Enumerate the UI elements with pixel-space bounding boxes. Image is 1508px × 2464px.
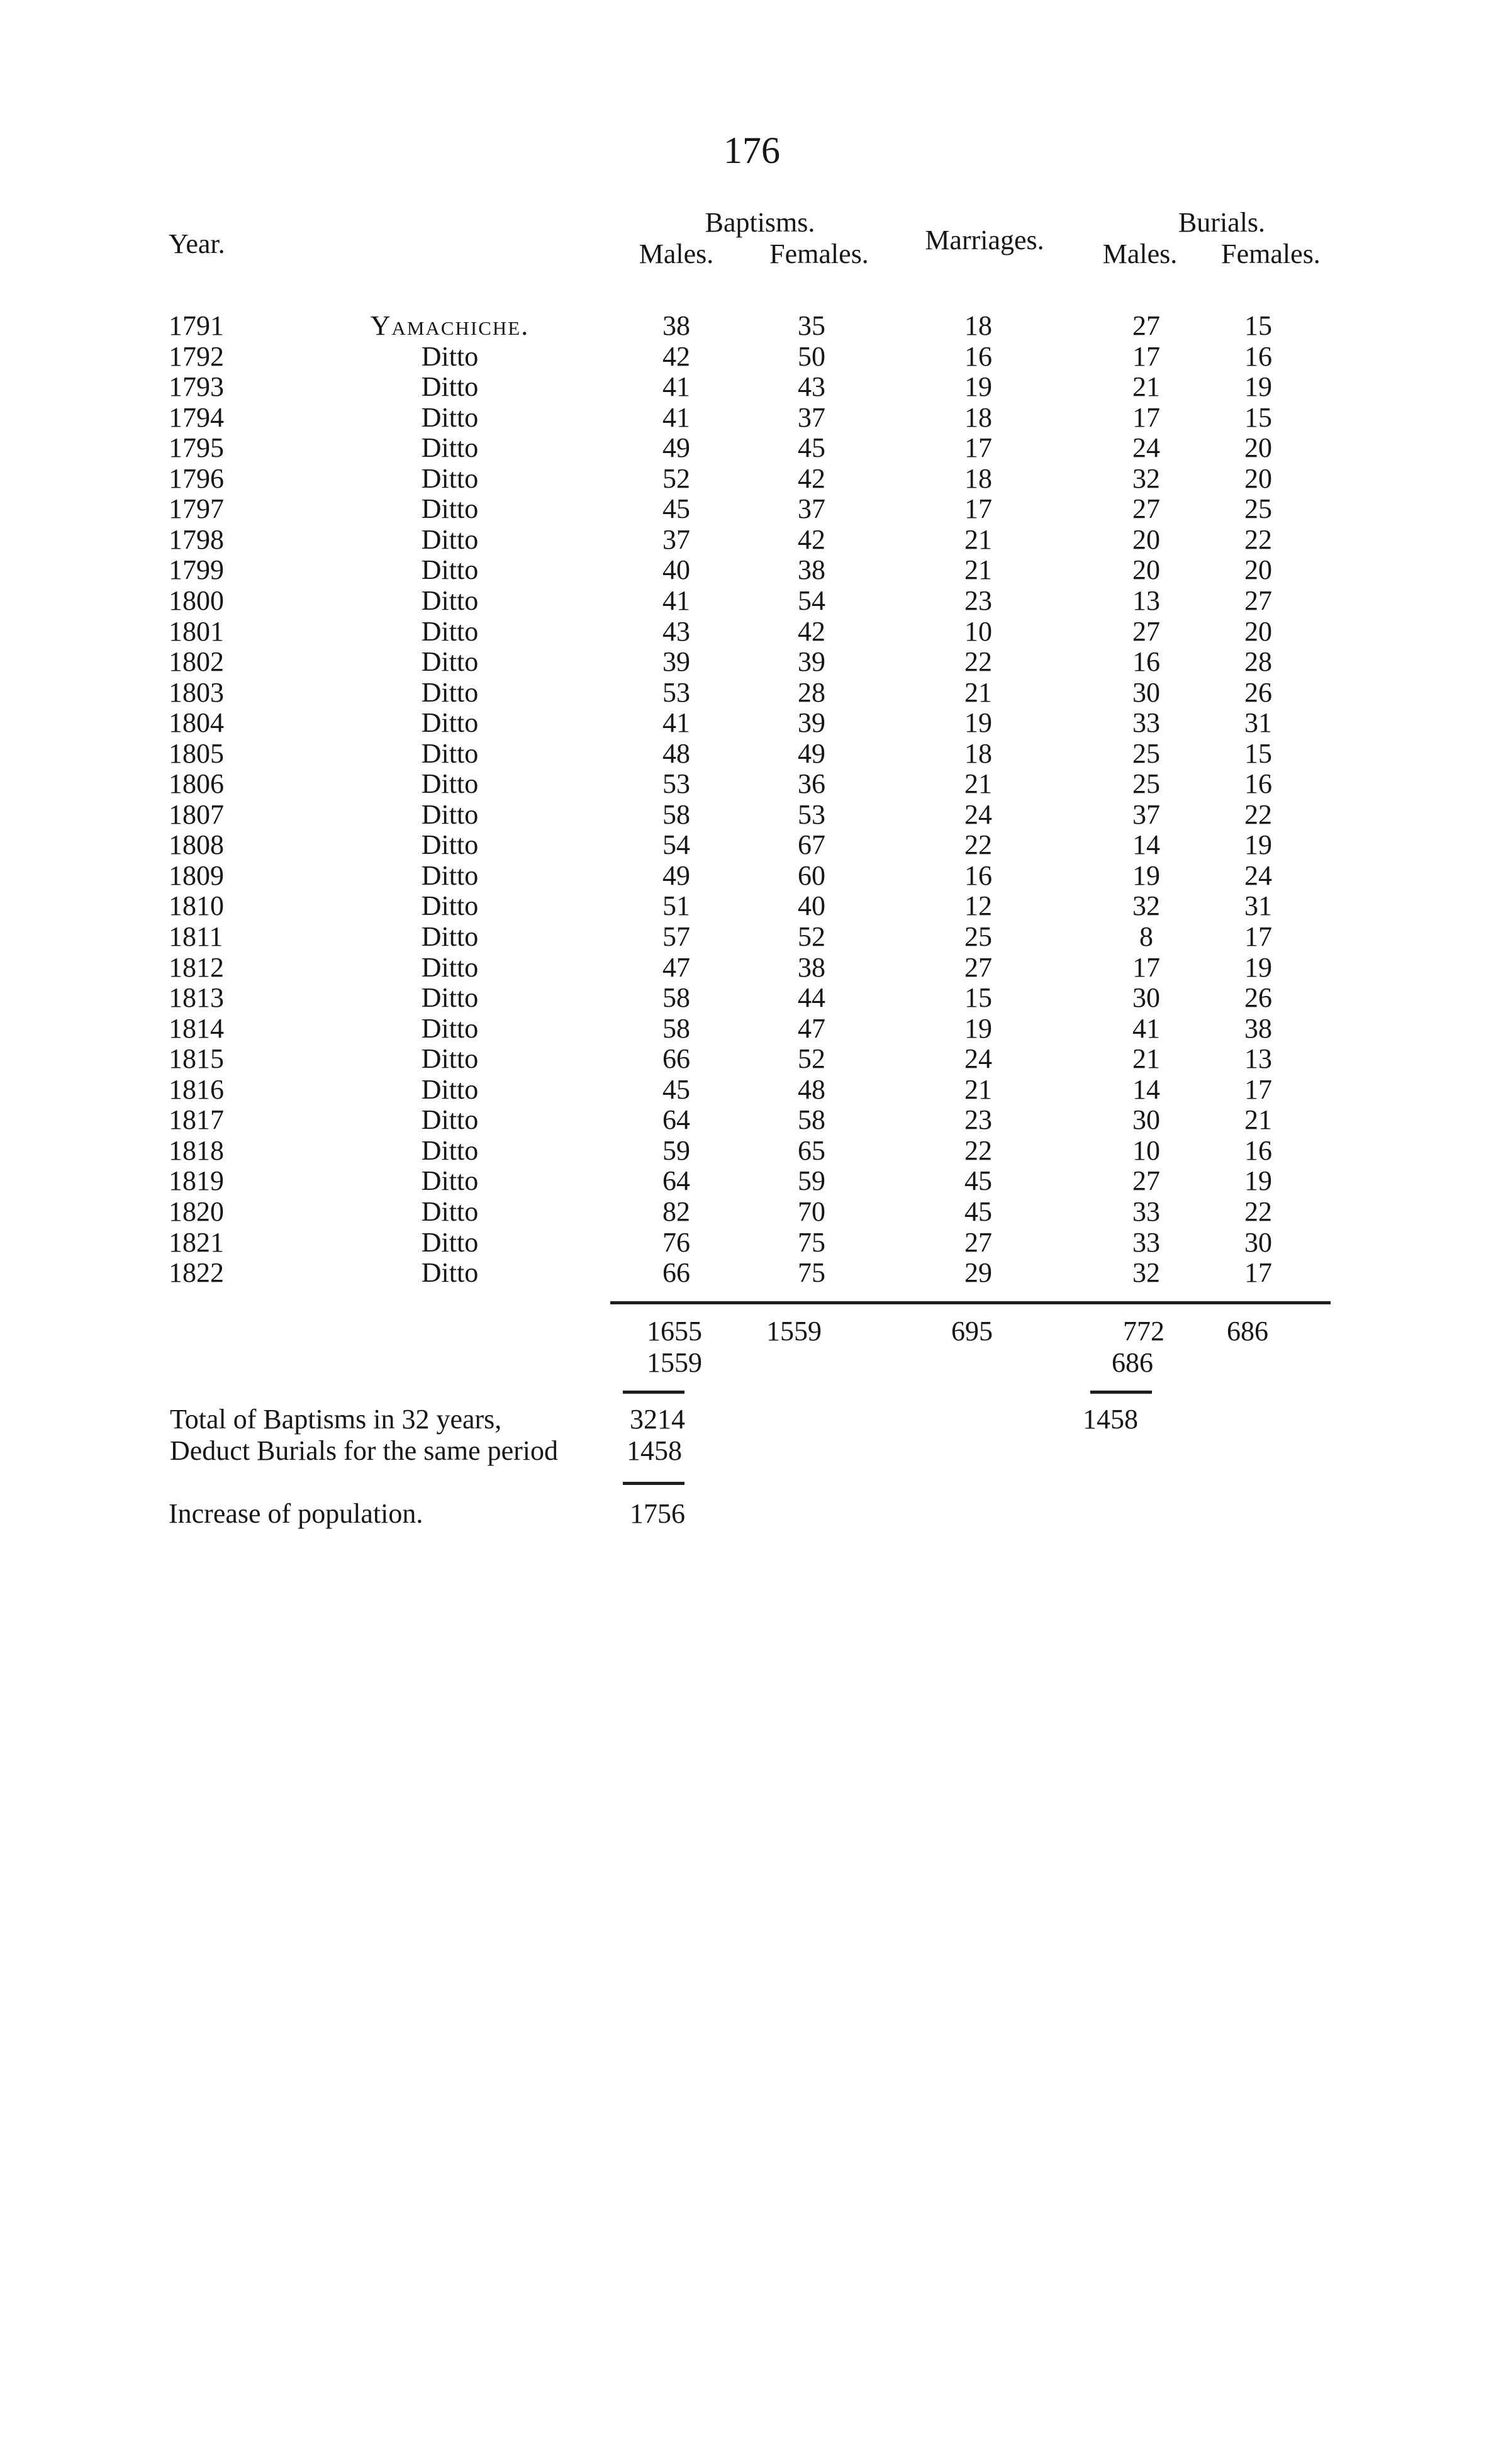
cell-mar: 24	[964, 1043, 992, 1074]
cell-uf: 17	[1244, 1257, 1272, 1288]
cell-bm: 45	[662, 493, 690, 524]
burials-sum-rule	[1090, 1391, 1152, 1394]
cell-place: Ditto	[421, 616, 479, 647]
cell-uf: 16	[1244, 1135, 1272, 1166]
increase-rule	[623, 1482, 684, 1485]
cell-uf: 19	[1244, 829, 1272, 860]
cell-place: Ditto	[421, 799, 479, 830]
header-year: Year.	[169, 228, 225, 259]
cell-bm: 58	[662, 799, 690, 830]
cell-um: 17	[1132, 341, 1160, 372]
cell-um: 10	[1132, 1135, 1160, 1166]
cell-bm: 43	[662, 616, 690, 647]
cell-um: 25	[1132, 738, 1160, 769]
cell-bm: 66	[662, 1043, 690, 1074]
cell-mar: 21	[964, 524, 992, 555]
cell-year: 1819	[169, 1165, 224, 1196]
cell-um: 8	[1139, 921, 1153, 952]
cell-year: 1822	[169, 1257, 224, 1288]
cell-mar: 45	[964, 1165, 992, 1196]
cell-place: Ditto	[421, 524, 479, 555]
table-row	[0, 982, 1508, 1014]
cell-bm: 76	[662, 1227, 690, 1258]
cell-bm: 64	[662, 1104, 690, 1135]
table-row	[0, 1104, 1508, 1136]
increase-label: Increase of population.	[169, 1498, 423, 1529]
table-row	[0, 1135, 1508, 1167]
table-row	[0, 1196, 1508, 1228]
cell-bm: 59	[662, 1135, 690, 1166]
table-row	[0, 310, 1508, 342]
cell-bf: 38	[798, 952, 825, 983]
cell-mar: 16	[964, 341, 992, 372]
cell-place: Ditto	[421, 1104, 479, 1135]
cell-year: 1817	[169, 1104, 224, 1135]
cell-uf: 17	[1244, 921, 1272, 952]
cell-place: Ditto	[421, 677, 479, 708]
cell-bf: 53	[798, 799, 825, 830]
cell-uf: 22	[1244, 799, 1272, 830]
cell-um: 17	[1132, 952, 1160, 983]
cell-bf: 40	[798, 890, 825, 921]
cell-bf: 50	[798, 341, 825, 372]
cell-bf: 75	[798, 1257, 825, 1288]
cell-uf: 15	[1244, 310, 1272, 341]
cell-bf: 42	[798, 524, 825, 555]
cell-year: 1802	[169, 646, 224, 677]
cell-um: 20	[1132, 524, 1160, 555]
cell-um: 16	[1132, 646, 1160, 677]
cell-mar: 24	[964, 799, 992, 830]
cell-mar: 21	[964, 554, 992, 585]
cell-place: Ditto	[421, 952, 479, 983]
cell-mar: 25	[964, 921, 992, 952]
cell-year: 1792	[169, 341, 224, 372]
cell-mar: 27	[964, 952, 992, 983]
cell-bm: 49	[662, 860, 690, 891]
page-number: 176	[723, 130, 780, 171]
table-row	[0, 890, 1508, 922]
table-row	[0, 493, 1508, 525]
cell-bf: 45	[798, 432, 825, 463]
cell-bm: 47	[662, 952, 690, 983]
cell-mar: 18	[964, 738, 992, 769]
cell-bm: 41	[662, 402, 690, 433]
cell-bm: 40	[662, 554, 690, 585]
cell-year: 1801	[169, 616, 224, 647]
table-row	[0, 463, 1508, 495]
table-row	[0, 585, 1508, 617]
cell-bf: 42	[798, 463, 825, 494]
cell-place: Ditto	[421, 371, 479, 402]
total-burials-males: 772	[1123, 1316, 1165, 1347]
cell-bm: 39	[662, 646, 690, 677]
cell-bm: 42	[662, 341, 690, 372]
cell-year: 1809	[169, 860, 224, 891]
cell-bf: 48	[798, 1074, 825, 1105]
cell-bm: 52	[662, 463, 690, 494]
cell-bm: 41	[662, 707, 690, 738]
cell-bf: 67	[798, 829, 825, 860]
table-row	[0, 616, 1508, 647]
cell-bf: 52	[798, 921, 825, 952]
cell-uf: 19	[1244, 371, 1272, 402]
cell-place: Ditto	[421, 860, 479, 891]
total-baptisms-label: Total of Baptisms in 32 years,	[170, 1404, 502, 1435]
cell-year: 1798	[169, 524, 224, 555]
cell-uf: 15	[1244, 738, 1272, 769]
cell-mar: 21	[964, 677, 992, 708]
cell-year: 1803	[169, 677, 224, 708]
total-baptisms-value: 3214	[630, 1404, 685, 1435]
cell-uf: 28	[1244, 646, 1272, 677]
cell-mar: 23	[964, 1104, 992, 1135]
table-row	[0, 1013, 1508, 1044]
cell-mar: 45	[964, 1196, 992, 1227]
cell-place: Ditto	[421, 554, 479, 585]
deduct-burials-value: 1458	[627, 1435, 682, 1466]
cell-uf: 13	[1244, 1043, 1272, 1074]
cell-place: Ditto	[421, 829, 479, 860]
header-marriages: Marriages.	[925, 225, 1044, 255]
cell-mar: 17	[964, 432, 992, 463]
cell-bf: 37	[798, 493, 825, 524]
cell-bf: 75	[798, 1227, 825, 1258]
cell-mar: 18	[964, 463, 992, 494]
deduct-burials-label: Deduct Burials for the same period	[170, 1435, 559, 1466]
table-row	[0, 860, 1508, 892]
table-row	[0, 646, 1508, 678]
cell-year: 1805	[169, 738, 224, 769]
cell-year: 1799	[169, 554, 224, 585]
cell-bf: 28	[798, 677, 825, 708]
cell-uf: 16	[1244, 341, 1272, 372]
cell-place: Ditto	[421, 1043, 479, 1074]
cell-uf: 24	[1244, 860, 1272, 891]
carried-burials-females: 686	[1112, 1347, 1153, 1378]
cell-place: Ditto	[421, 432, 479, 463]
cell-uf: 15	[1244, 402, 1272, 433]
cell-uf: 30	[1244, 1227, 1272, 1258]
cell-uf: 25	[1244, 493, 1272, 524]
cell-uf: 22	[1244, 1196, 1272, 1227]
cell-place: Ditto	[421, 982, 479, 1013]
cell-um: 25	[1132, 768, 1160, 799]
cell-uf: 20	[1244, 616, 1272, 647]
cell-place: Ditto	[421, 738, 479, 769]
cell-mar: 17	[964, 493, 992, 524]
cell-bm: 51	[662, 890, 690, 921]
cell-um: 21	[1132, 1043, 1160, 1074]
totals-rule	[610, 1301, 1331, 1304]
cell-place: Ditto	[421, 402, 479, 433]
cell-um: 33	[1132, 1196, 1160, 1227]
cell-bm: 82	[662, 1196, 690, 1227]
cell-year: 1811	[169, 921, 223, 952]
cell-bm: 45	[662, 1074, 690, 1105]
table-row	[0, 952, 1508, 983]
cell-mar: 15	[964, 982, 992, 1013]
cell-bf: 37	[798, 402, 825, 433]
cell-um: 30	[1132, 982, 1160, 1013]
cell-bf: 52	[798, 1043, 825, 1074]
table-row	[0, 1074, 1508, 1106]
cell-year: 1791	[169, 310, 224, 341]
cell-year: 1821	[169, 1227, 224, 1258]
table-row	[0, 1257, 1508, 1289]
cell-place: Ditto	[421, 646, 479, 677]
cell-uf: 22	[1244, 524, 1272, 555]
cell-um: 41	[1132, 1013, 1160, 1044]
cell-place: Ditto	[421, 707, 479, 738]
cell-uf: 26	[1244, 677, 1272, 708]
cell-year: 1812	[169, 952, 224, 983]
total-baptisms-females: 1559	[766, 1316, 822, 1347]
cell-bm: 49	[662, 432, 690, 463]
cell-bm: 54	[662, 829, 690, 860]
cell-um: 14	[1132, 829, 1160, 860]
cell-bf: 39	[798, 646, 825, 677]
cell-um: 37	[1132, 799, 1160, 830]
cell-place: Ditto	[421, 1196, 479, 1227]
cell-uf: 31	[1244, 890, 1272, 921]
cell-year: 1800	[169, 585, 224, 616]
cell-year: 1806	[169, 768, 224, 799]
cell-mar: 22	[964, 1135, 992, 1166]
increase-value: 1756	[630, 1498, 685, 1529]
cell-um: 27	[1132, 1165, 1160, 1196]
header-baptisms-males: Males.	[639, 238, 714, 269]
cell-um: 30	[1132, 677, 1160, 708]
cell-bm: 38	[662, 310, 690, 341]
cell-um: 32	[1132, 463, 1160, 494]
cell-year: 1796	[169, 463, 224, 494]
cell-um: 17	[1132, 402, 1160, 433]
cell-year: 1814	[169, 1013, 224, 1044]
total-burials-value: 1458	[1083, 1404, 1138, 1435]
cell-year: 1804	[169, 707, 224, 738]
header-baptisms-females: Females.	[769, 238, 869, 269]
cell-bm: 41	[662, 585, 690, 616]
cell-place: Ditto	[421, 463, 479, 494]
cell-uf: 16	[1244, 768, 1272, 799]
cell-uf: 17	[1244, 1074, 1272, 1105]
cell-bf: 38	[798, 554, 825, 585]
cell-um: 27	[1132, 616, 1160, 647]
cell-year: 1810	[169, 890, 224, 921]
cell-um: 27	[1132, 493, 1160, 524]
table-row	[0, 402, 1508, 434]
cell-place: Ditto	[421, 921, 479, 952]
cell-uf: 20	[1244, 554, 1272, 585]
cell-bm: 41	[662, 371, 690, 402]
cell-mar: 21	[964, 768, 992, 799]
table-row	[0, 1165, 1508, 1197]
table-row	[0, 1043, 1508, 1075]
cell-bm: 64	[662, 1165, 690, 1196]
table-row	[0, 1227, 1508, 1258]
cell-bm: 58	[662, 982, 690, 1013]
cell-bf: 42	[798, 616, 825, 647]
cell-mar: 22	[964, 646, 992, 677]
cell-uf: 26	[1244, 982, 1272, 1013]
cell-bf: 58	[798, 1104, 825, 1135]
cell-year: 1795	[169, 432, 224, 463]
cell-bm: 66	[662, 1257, 690, 1288]
cell-bf: 39	[798, 707, 825, 738]
cell-uf: 19	[1244, 952, 1272, 983]
cell-year: 1820	[169, 1196, 224, 1227]
cell-mar: 21	[964, 1074, 992, 1105]
carried-baptisms-females: 1559	[647, 1347, 702, 1378]
cell-uf: 19	[1244, 1165, 1272, 1196]
cell-um: 19	[1132, 860, 1160, 891]
total-burials-females: 686	[1227, 1316, 1268, 1347]
cell-year: 1818	[169, 1135, 224, 1166]
cell-place: Ditto	[421, 1227, 479, 1258]
cell-um: 32	[1132, 890, 1160, 921]
cell-year: 1808	[169, 829, 224, 860]
cell-bf: 35	[798, 310, 825, 341]
cell-bf: 60	[798, 860, 825, 891]
header-baptisms: Baptisms.	[705, 207, 815, 238]
cell-um: 20	[1132, 554, 1160, 585]
cell-year: 1807	[169, 799, 224, 830]
total-marriages: 695	[951, 1316, 993, 1347]
cell-place: Ditto	[421, 1074, 479, 1105]
cell-mar: 23	[964, 585, 992, 616]
cell-bf: 65	[798, 1135, 825, 1166]
table-row	[0, 921, 1508, 953]
baptisms-sum-rule	[623, 1391, 684, 1394]
cell-bf: 70	[798, 1196, 825, 1227]
cell-um: 13	[1132, 585, 1160, 616]
cell-um: 33	[1132, 1227, 1160, 1258]
cell-year: 1794	[169, 402, 224, 433]
cell-bf: 44	[798, 982, 825, 1013]
cell-year: 1793	[169, 371, 224, 402]
cell-mar: 18	[964, 310, 992, 341]
table-row	[0, 677, 1508, 708]
cell-mar: 19	[964, 371, 992, 402]
cell-bm: 37	[662, 524, 690, 555]
cell-mar: 29	[964, 1257, 992, 1288]
cell-bf: 49	[798, 738, 825, 769]
cell-um: 27	[1132, 310, 1160, 341]
cell-place: Ditto	[421, 1135, 479, 1166]
cell-bm: 53	[662, 768, 690, 799]
cell-um: 24	[1132, 432, 1160, 463]
cell-um: 14	[1132, 1074, 1160, 1105]
table-row	[0, 554, 1508, 586]
cell-uf: 20	[1244, 463, 1272, 494]
cell-um: 30	[1132, 1104, 1160, 1135]
cell-bf: 43	[798, 371, 825, 402]
cell-mar: 12	[964, 890, 992, 921]
cell-place: Ditto	[421, 890, 479, 921]
table-row	[0, 371, 1508, 403]
cell-place: Ditto	[421, 1165, 479, 1196]
cell-place: Ditto	[421, 1013, 479, 1044]
cell-bm: 57	[662, 921, 690, 952]
table-row	[0, 768, 1508, 800]
cell-place: Ditto	[421, 768, 479, 799]
cell-mar: 19	[964, 1013, 992, 1044]
cell-mar: 19	[964, 707, 992, 738]
cell-mar: 27	[964, 1227, 992, 1258]
cell-bf: 54	[798, 585, 825, 616]
cell-year: 1816	[169, 1074, 224, 1105]
table-row	[0, 524, 1508, 556]
cell-place: Ditto	[421, 493, 479, 524]
cell-place: Ditto	[421, 341, 479, 372]
cell-bf: 47	[798, 1013, 825, 1044]
cell-mar: 22	[964, 829, 992, 860]
table-row	[0, 829, 1508, 861]
total-baptisms-males: 1655	[647, 1316, 702, 1347]
cell-bm: 58	[662, 1013, 690, 1044]
cell-place: Ditto	[421, 1257, 479, 1288]
cell-uf: 27	[1244, 585, 1272, 616]
cell-bf: 59	[798, 1165, 825, 1196]
cell-um: 21	[1132, 371, 1160, 402]
header-burials-males: Males.	[1102, 238, 1178, 269]
header-burials-females: Females.	[1221, 238, 1321, 269]
cell-bf: 36	[798, 768, 825, 799]
table-row	[0, 738, 1508, 770]
cell-bm: 53	[662, 677, 690, 708]
header-burials: Burials.	[1178, 207, 1266, 238]
cell-um: 32	[1132, 1257, 1160, 1288]
cell-uf: 38	[1244, 1013, 1272, 1044]
cell-uf: 31	[1244, 707, 1272, 738]
cell-uf: 21	[1244, 1104, 1272, 1135]
table-row	[0, 432, 1508, 464]
table-row	[0, 799, 1508, 831]
table-row	[0, 707, 1508, 739]
cell-place: Yamachiche.	[370, 310, 530, 341]
cell-mar: 16	[964, 860, 992, 891]
cell-year: 1815	[169, 1043, 224, 1074]
cell-year: 1813	[169, 982, 224, 1013]
cell-uf: 20	[1244, 432, 1272, 463]
cell-mar: 10	[964, 616, 992, 647]
table-row	[0, 341, 1508, 372]
cell-um: 33	[1132, 707, 1160, 738]
cell-year: 1797	[169, 493, 224, 524]
cell-bm: 48	[662, 738, 690, 769]
cell-place: Ditto	[421, 585, 479, 616]
cell-mar: 18	[964, 402, 992, 433]
